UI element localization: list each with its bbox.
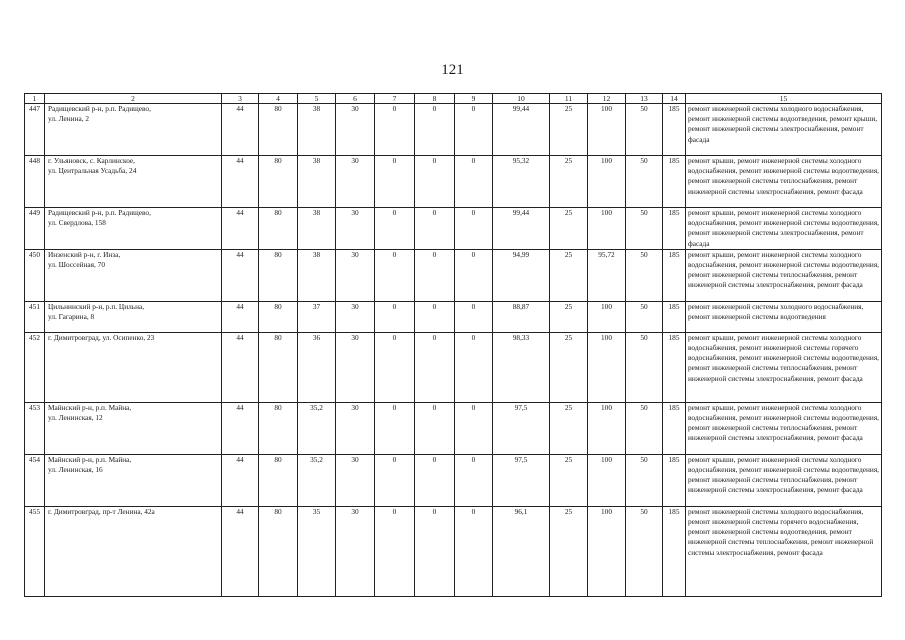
table-cell: 99,44 [493,104,550,156]
table-cell: 451 [25,301,45,332]
table-cell: 96,1 [493,506,550,596]
table-cell: 0 [455,454,493,506]
table-cell: 0 [415,249,455,301]
table-cell: 185 [663,506,686,596]
table-cell: 80 [259,332,298,402]
address-line: ул. Центральная Усадьба, 24 [48,166,137,176]
address-cell [45,104,222,156]
table-cell: 38 [298,208,336,250]
works-cell [686,104,882,156]
table-cell: 25 [550,208,588,250]
table-row [25,249,882,301]
table-cell: 25 [550,156,588,208]
page-number: 121 [441,62,464,78]
table-cell: 185 [663,402,686,454]
address-cell [45,301,222,332]
table-cell: 0 [375,332,415,402]
table-cell: 0 [415,156,455,208]
table-cell: 25 [550,249,588,301]
table-cell: 0 [415,301,455,332]
table-cell: 450 [25,249,45,301]
table-cell: 0 [455,249,493,301]
works-cell [686,454,882,506]
col-header: 7 [375,94,415,104]
table-cell: 80 [259,104,298,156]
works-cell [686,402,882,454]
table-cell: 0 [415,332,455,402]
table-cell: 50 [626,332,663,402]
address-cell [45,156,222,208]
table-cell: 0 [375,156,415,208]
address-line: ул. Ленинская, 12 [48,413,103,423]
address-line: Радищевский р-н, р.п. Радищево, [48,104,151,113]
column-number-row [25,94,882,104]
col-header: 11 [550,94,588,104]
works-text: ремонт инженерной системы холодного водоснабжения, ремонт инженерной системы водоотведения [688,301,864,322]
table-cell: 44 [222,454,259,506]
table-cell: 80 [259,402,298,454]
col-header: 4 [259,94,298,104]
table-body [25,104,882,597]
table-cell: 100 [588,402,626,454]
table-cell: 185 [663,156,686,208]
table-cell: 100 [588,301,626,332]
table-cell: 44 [222,402,259,454]
address-line: ул. Свердлова, 158 [48,218,106,228]
address-line: ул. Гагарина, 8 [48,312,95,322]
table-cell: 185 [663,104,686,156]
table-cell: 100 [588,156,626,208]
table-cell: 44 [222,249,259,301]
table-row [25,301,882,332]
table-cell: 185 [663,249,686,301]
works-cell [686,208,882,250]
table-cell: 449 [25,208,45,250]
table-row [25,208,882,250]
table-cell: 50 [626,208,663,250]
works-text: ремонт крыши, ремонт инженерной системы холодного водоснабжения, ремонт инженерной системы водоотведения, ремонт инженерной системы теплоснабжения, ремонт инженерной системы электроснабжения, ремонт фасада [688,402,880,443]
table-cell: 25 [550,402,588,454]
table-cell: 0 [455,301,493,332]
table-cell: 35,2 [298,402,336,454]
col-header: 6 [336,94,375,104]
col-header: 10 [493,94,550,104]
address-cell [45,454,222,506]
repair-program-table [24,93,882,597]
table-cell: 44 [222,506,259,596]
table-cell: 25 [550,301,588,332]
address-line: Радищевский р-н, р.п. Радищево, [48,208,151,217]
table-cell: 100 [588,332,626,402]
table-cell: 80 [259,506,298,596]
table-cell: 80 [259,156,298,208]
table-cell: 100 [588,506,626,596]
table-cell: 100 [588,454,626,506]
table-cell: 0 [415,402,455,454]
table-cell: 88,87 [493,301,550,332]
table-cell: 99,44 [493,208,550,250]
table-cell: 185 [663,208,686,250]
table-cell: 80 [259,301,298,332]
table-cell: 447 [25,104,45,156]
table-cell: 0 [415,104,455,156]
table-cell: 94,99 [493,249,550,301]
works-text: ремонт крыши, ремонт инженерной системы холодного водоснабжения, ремонт инженерной системы водоотведения, ремонт инженерной системы теплоснабжения, ремонт инженерной системы электроснабжения, ремонт фасада [688,249,880,290]
table-row [25,454,882,506]
table-cell: 80 [259,208,298,250]
works-cell [686,506,882,596]
table-row [25,402,882,454]
address-cell [45,208,222,250]
address-line: Майнский р-н, р.п. Майна, [48,402,132,412]
col-header: 2 [45,94,222,104]
table-cell: 36 [298,332,336,402]
table-cell: 452 [25,332,45,402]
table-row [25,506,882,596]
table-cell: 0 [375,208,415,250]
table-cell: 0 [455,104,493,156]
table-cell: 50 [626,104,663,156]
works-text: ремонт инженерной системы холодного водоснабжения, ремонт инженерной системы водоотведения, ремонт крыши, ремонт инженерной системы электроснабжения, ремонт фасада [688,104,878,144]
table-cell: 38 [298,156,336,208]
works-cell [686,332,882,402]
table-cell: 25 [550,332,588,402]
table-cell: 30 [336,301,375,332]
table-cell: 0 [375,104,415,156]
works-text: ремонт инженерной системы холодного водоснабжения, ремонт инженерной системы горячего водоснабжения, ремонт инженерной системы водоотведения, ремонт инженерной системы теплоснабжения, ремонт инженерной системы электроснабжения, ремонт фасада [688,506,874,557]
table-cell: 0 [455,332,493,402]
table-cell: 30 [336,402,375,454]
col-header: 13 [626,94,663,104]
works-text: ремонт крыши, ремонт инженерной системы холодного водоснабжения, ремонт инженерной системы водоотведения, ремонт инженерной системы теплоснабжения, ремонт инженерной системы электроснабжения, ремонт фасада [688,156,880,196]
table-cell: 30 [336,249,375,301]
table-cell: 185 [663,332,686,402]
table-cell: 35,2 [298,454,336,506]
table-cell: 50 [626,156,663,208]
table-cell: 0 [375,249,415,301]
address-line: ул. Шоссейная, 70 [48,260,105,270]
address-line: г. Димитровград, пр-т Ленина, 42а [48,506,155,516]
table-cell: 0 [455,506,493,596]
table-cell: 50 [626,301,663,332]
table-cell: 25 [550,454,588,506]
table-cell: 0 [415,454,455,506]
table-cell: 30 [336,506,375,596]
table-row [25,156,882,208]
table-cell: 37 [298,301,336,332]
table-cell: 44 [222,332,259,402]
table-cell: 30 [336,454,375,506]
table-cell: 80 [259,454,298,506]
table-cell: 44 [222,156,259,208]
table-cell: 0 [455,208,493,250]
table-cell: 0 [375,506,415,596]
table-cell: 95,32 [493,156,550,208]
table-cell: 44 [222,104,259,156]
col-header: 9 [455,94,493,104]
table-cell: 95,72 [588,249,626,301]
table-cell: 453 [25,402,45,454]
address-line: г. Ульяновск, с. Карлинское, [48,156,135,165]
address-line: Инзенский р-н, г. Инза, [48,249,121,259]
address-cell [45,249,222,301]
address-cell [45,332,222,402]
table-row [25,104,882,156]
table-cell: 38 [298,104,336,156]
table-cell: 185 [663,301,686,332]
table-cell: 100 [588,208,626,250]
table-cell: 80 [259,249,298,301]
table-cell: 185 [663,454,686,506]
address-line: Майнский р-н, р.п. Майна, [48,454,132,464]
col-header: 14 [663,94,686,104]
table-cell: 30 [336,156,375,208]
address-line: ул. Ленинская, 16 [48,465,103,475]
table-cell: 50 [626,506,663,596]
table-cell: 25 [550,506,588,596]
works-cell [686,249,882,301]
col-header: 5 [298,94,336,104]
table-cell: 100 [588,104,626,156]
works-text: ремонт крыши, ремонт инженерной системы холодного водоснабжения, ремонт инженерной системы горячего водоснабжения, ремонт инженерной системы водоотведения, ремонт инженерной системы теплоснабжения, ремонт инженерной системы электроснабжения, ремонт фасада [688,332,880,383]
table-cell: 38 [298,249,336,301]
table-row [25,332,882,402]
table-cell: 30 [336,208,375,250]
table-cell: 50 [626,249,663,301]
table-cell: 44 [222,301,259,332]
table-cell: 0 [455,402,493,454]
table-cell: 25 [550,104,588,156]
table-cell: 50 [626,402,663,454]
table-cell: 0 [375,301,415,332]
table-cell: 97,5 [493,402,550,454]
table-cell: 0 [375,454,415,506]
table-cell: 0 [415,506,455,596]
table-cell: 448 [25,156,45,208]
address-line: ул. Ленина, 2 [48,114,90,124]
table-cell: 35 [298,506,336,596]
table-cell: 0 [455,156,493,208]
table-cell: 44 [222,208,259,250]
col-header: 8 [415,94,455,104]
table-cell: 30 [336,104,375,156]
col-header: 3 [222,94,259,104]
table-cell: 50 [626,454,663,506]
table-cell: 0 [415,208,455,250]
address-cell [45,506,222,596]
address-line: Цильнинский р-н, р.п. Цильна, [48,301,145,311]
col-header: 1 [25,94,45,104]
works-cell [686,301,882,332]
works-text: ремонт крыши, ремонт инженерной системы холодного водоснабжения, ремонт инженерной системы водоотведения, ремонт инженерной системы теплоснабжения, ремонт инженерной системы электроснабжения, ремонт фасада [688,454,880,495]
address-cell [45,402,222,454]
works-text: ремонт крыши, ремонт инженерной системы холодного водоснабжения, ремонт инженерной системы водоотведения, ремонт инженерной системы электроснабжения, ремонт фасада [688,208,880,248]
address-line: г. Димитровград, ул. Осипенко, 23 [48,332,155,342]
works-cell [686,156,882,208]
col-header: 12 [588,94,626,104]
table-cell: 97,5 [493,454,550,506]
table-cell: 455 [25,506,45,596]
table-cell: 454 [25,454,45,506]
table-cell: 98,33 [493,332,550,402]
table-cell: 30 [336,332,375,402]
col-header: 15 [686,94,882,104]
table-cell: 0 [375,402,415,454]
